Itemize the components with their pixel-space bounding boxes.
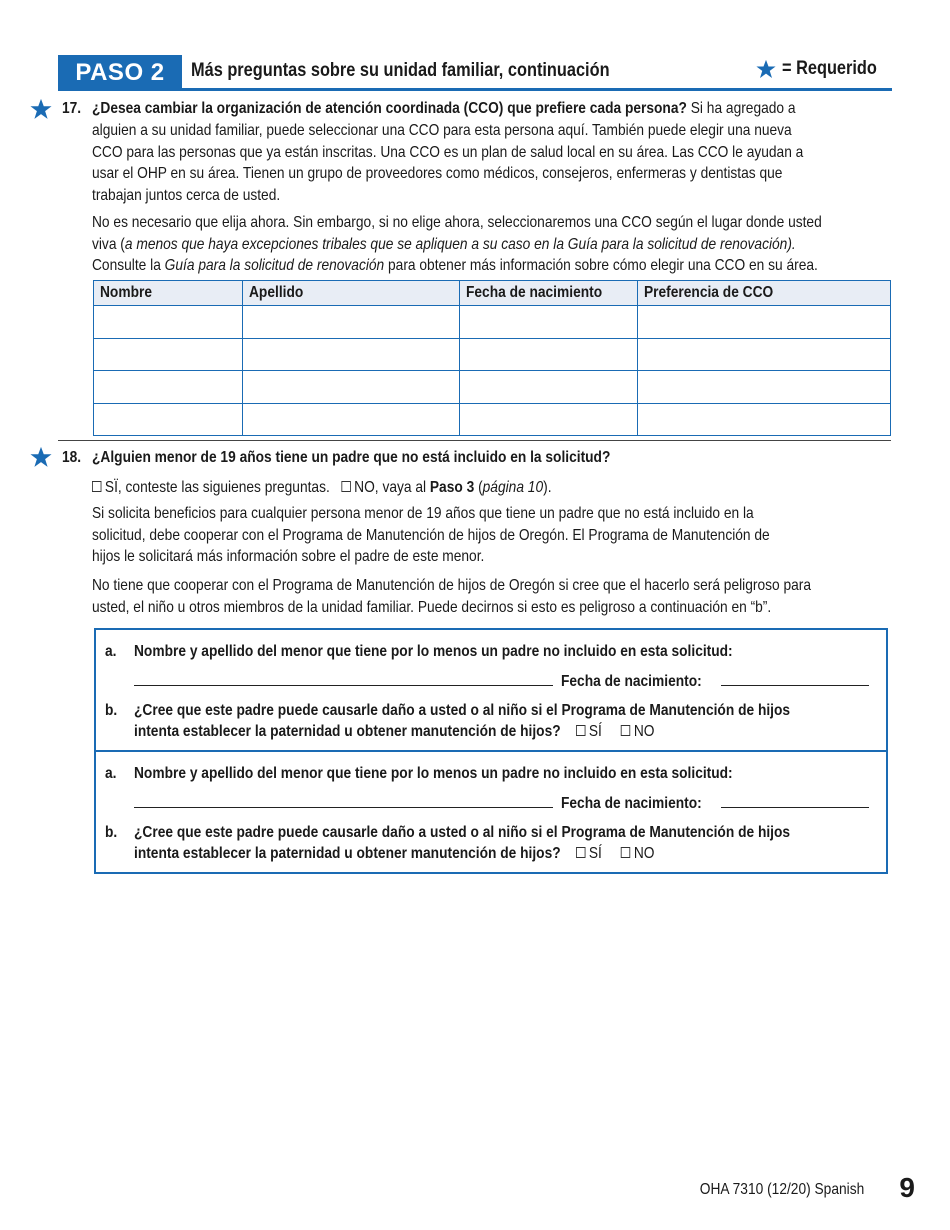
- page-number: 9: [899, 1172, 915, 1203]
- table-cell-input[interactable]: [638, 306, 891, 339]
- column-header: Fecha de nacimiento: [460, 281, 638, 306]
- column-header: Apellido: [242, 281, 460, 306]
- table-cell-input[interactable]: [460, 306, 638, 339]
- q18-options: SÏ, conteste las siguienes preguntas. NO, vaya al Paso 3 (página 10).: [92, 479, 626, 497]
- table-cell-input[interactable]: [638, 371, 891, 404]
- q17-text-line: usar el OHP en su área. Tienen un grupo de proveedores como médicos, consejeros, enfermeras y dentistas que: [92, 165, 783, 182]
- child-name-prompt: Nombre y apellido del menor que tiene por lo menos un padre no incluido en esta solicitud:: [134, 765, 733, 782]
- required-legend: = Requerido: [756, 58, 892, 80]
- q18-text-line: solicitud, debe cooperar con el Programa de Manutención de hijos de Oregón. El Programa de Manutención de: [92, 527, 770, 544]
- q17-text-line: CCO para las personas que ya están inscritas. Una CCO es un plan de salud local en su área. Las CCO le ayudan a: [92, 144, 804, 161]
- table-row: [94, 403, 891, 436]
- q18-text-line: hijos le solicitará más información sobre el padre de este menor.: [92, 548, 485, 565]
- table-cell-input[interactable]: [638, 403, 891, 436]
- column-header: Nombre: [94, 281, 243, 306]
- table-cell-input[interactable]: [94, 403, 243, 436]
- harm-question-line2: intenta establecer la paternidad u obtener manutención de hijos? SÍ NO: [134, 845, 655, 862]
- harm-question: ¿Cree que este padre puede causarle daño a usted o al niño si el Programa de Manutención de hijos: [134, 702, 791, 719]
- star-icon: [30, 446, 52, 468]
- entry-divider: [96, 750, 886, 752]
- name-dob-row: Fecha de nacimiento:: [134, 794, 869, 813]
- table-cell-input[interactable]: [242, 338, 460, 371]
- table-cell-input[interactable]: [94, 371, 243, 404]
- harm-question: ¿Cree que este padre puede causarle daño a usted o al niño si el Programa de Manutención de hijos: [134, 824, 791, 841]
- table-row: [94, 371, 891, 404]
- table-cell-input[interactable]: [94, 338, 243, 371]
- step-label: PASO 2: [58, 55, 182, 91]
- no-checkbox[interactable]: [341, 481, 350, 492]
- section-divider: [58, 440, 891, 441]
- no-checkbox[interactable]: [621, 725, 630, 736]
- star-icon: [756, 59, 776, 79]
- table-cell-input[interactable]: [242, 371, 460, 404]
- q17-note-line: Consulte la Guía para la solicitud de renovación para obtener más información sobre cómo elegir una CCO en su área.: [92, 257, 818, 274]
- q17-note-line: No es necesario que elija ahora. Sin embargo, si no elige ahora, seleccionaremos una CCO según el lugar donde usted: [92, 214, 822, 231]
- child-name-field[interactable]: [134, 672, 553, 686]
- table-header-row: [94, 281, 891, 306]
- yes-checkbox[interactable]: [576, 725, 585, 736]
- q17-text-line: alguien a su unidad familiar, puede seleccionar una CCO para esta persona aquí. También puede elegir una nueva: [92, 122, 792, 139]
- birthdate-field[interactable]: [721, 794, 869, 808]
- q18-text-line: usted, el niño u otros miembros de la unidad familiar. Puede decirnos si esto es peligroso a continuación en “b”.: [92, 599, 772, 616]
- item-letter: b.: [105, 702, 118, 719]
- table-row: [94, 306, 891, 339]
- table-cell-input[interactable]: [242, 306, 460, 339]
- page-title: Más preguntas sobre su unidad familiar, continuación: [191, 60, 610, 81]
- table-cell-input[interactable]: [638, 338, 891, 371]
- column-header: Preferencia de CCO: [638, 281, 891, 306]
- item-letter: a.: [105, 643, 117, 660]
- table-cell-input[interactable]: [242, 403, 460, 436]
- q18-text-line: No tiene que cooperar con el Programa de Manutención de hijos de Oregón si cree que el hacerlo será peligroso para: [92, 577, 812, 594]
- q17-text-line: trabajan juntos cerca de usted.: [92, 187, 281, 204]
- child-info-box: [94, 628, 888, 874]
- table-row: [94, 338, 891, 371]
- q17-question: ¿Desea cambiar la organización de atención coordinada (CCO) que prefiere cada persona? Si ha agregado a: [92, 100, 796, 117]
- star-icon: [30, 98, 52, 120]
- name-dob-row: Fecha de nacimiento:: [134, 672, 869, 691]
- no-checkbox[interactable]: [621, 847, 630, 858]
- question-number: 17.: [62, 100, 82, 117]
- child-name-field[interactable]: [134, 794, 553, 808]
- harm-question-line2: intenta establecer la paternidad u obtener manutención de hijos? SÍ NO: [134, 723, 655, 740]
- question-number: 18.: [62, 449, 82, 466]
- child-name-prompt: Nombre y apellido del menor que tiene por lo menos un padre no incluido en esta solicitud:: [134, 643, 733, 660]
- table-cell-input[interactable]: [94, 306, 243, 339]
- yes-checkbox[interactable]: [576, 847, 585, 858]
- item-letter: b.: [105, 824, 118, 841]
- yes-checkbox[interactable]: [92, 481, 101, 492]
- q18-text-line: Si solicita beneficios para cualquier persona menor de 19 años que tiene un padre que no está incluido en la: [92, 505, 754, 522]
- step-header: [58, 55, 892, 91]
- table-cell-input[interactable]: [460, 371, 638, 404]
- cco-preference-table: [93, 280, 891, 436]
- table-cell-input[interactable]: [460, 338, 638, 371]
- form-id: OHA 7310 (12/20) Spanish: [699, 1181, 864, 1198]
- q18-question: ¿Alguien menor de 19 años tiene un padre que no está incluido en la solicitud?: [92, 449, 611, 466]
- q17-note-line: viva (a menos que haya excepciones tribales que se apliquen a su caso en la Guía para la solicitud de renovación).: [92, 236, 796, 253]
- birthdate-field[interactable]: [721, 672, 869, 686]
- item-letter: a.: [105, 765, 117, 782]
- table-cell-input[interactable]: [460, 403, 638, 436]
